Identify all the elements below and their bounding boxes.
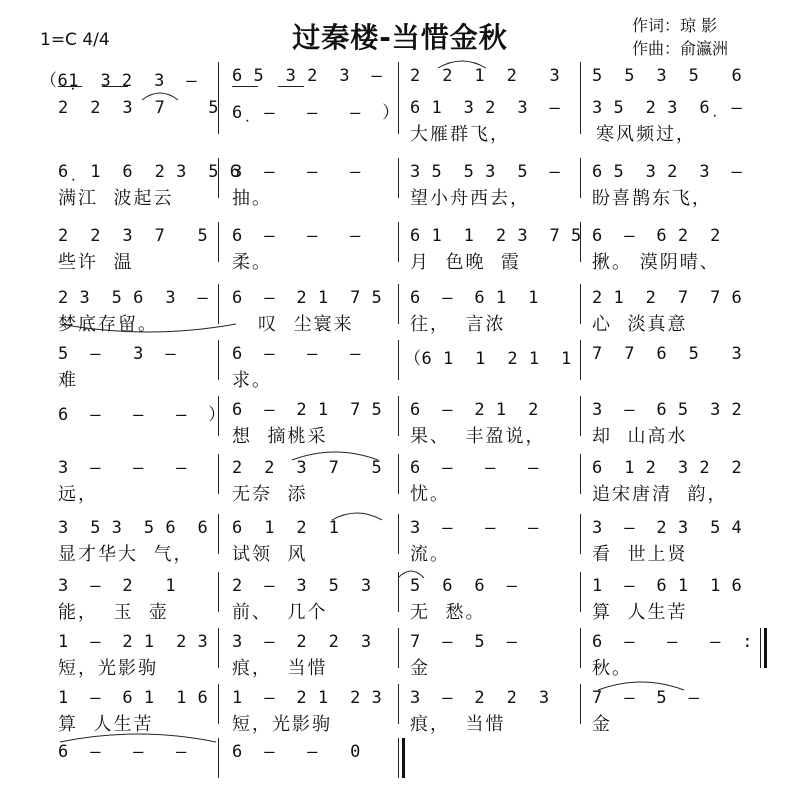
measure: 2 1 2 7 7 6 (592, 288, 743, 308)
lyric: 月 色晚 霞 (410, 252, 521, 273)
lyric: 揪。 漠阴晴、 (592, 252, 720, 273)
barline (218, 396, 219, 436)
score-line-5 (0, 284, 800, 335)
score-line-9 (0, 514, 800, 565)
lyric: 想 摘桃采 (232, 426, 328, 447)
key-signature: 1=C 4/4 (40, 30, 110, 50)
measure: 6 — — — (410, 458, 539, 478)
score-line-3 (0, 158, 800, 209)
barline (580, 396, 581, 436)
barline (218, 454, 219, 494)
slur (58, 322, 238, 338)
measure: 6 — — — : (592, 632, 754, 652)
measure: 6 — — 0 (232, 742, 361, 762)
lyric: 无 愁。 (410, 602, 486, 623)
lyric: 痕， 当惜 (410, 714, 506, 735)
measure: 6 — — — (232, 344, 361, 364)
barline (398, 284, 399, 324)
measure: 6 5 3 2 3 — (592, 162, 743, 182)
barline (218, 628, 219, 668)
score-line-10 (0, 572, 800, 623)
score-line-2 (0, 94, 800, 145)
measure: 7 7 6 5 3 (592, 344, 743, 364)
lyric: 试领 风 (232, 544, 308, 565)
measure: 6 — — — (232, 226, 361, 246)
score-line-13 (0, 738, 800, 786)
measure: （6 1 1 2 1 1 (404, 349, 572, 369)
measure: 6 1 2 3 2 2 (592, 458, 743, 478)
lyric: 大雁群飞， (410, 124, 510, 145)
barline (218, 284, 219, 324)
lyric: 满江 波起云 (58, 188, 174, 209)
score-line-8 (0, 454, 800, 505)
measure: 5 5 3 5 6 (592, 66, 743, 86)
lyric: 忧。 (410, 484, 450, 505)
measure: 6 — 6 1 1 (410, 288, 539, 308)
slur (140, 88, 180, 102)
credits (632, 14, 728, 60)
measure: 1 — 2 1 2 3 (232, 688, 383, 708)
score-line-4 (0, 222, 800, 273)
lyric: 望小舟西去， (410, 188, 530, 209)
measure: 3 5 2 3 6̣ — (592, 98, 743, 118)
lyric: 看 世上贤 (592, 544, 688, 565)
barline (580, 628, 581, 668)
lyric: 痕， 当惜 (232, 658, 328, 679)
barline (218, 340, 219, 380)
lyric: 叹 尘寰来 (258, 314, 354, 335)
lyric: 抽。 (232, 188, 272, 209)
measure: 6̣ — — — ） (232, 103, 400, 123)
lyric: 秋。 (592, 658, 632, 679)
beam (102, 86, 128, 87)
lyric: 难 (58, 370, 78, 391)
measure: 6 — 2 1 2 (410, 400, 539, 420)
measure: 7 — 5 — (592, 688, 700, 708)
measure: 6 1 2 1 (232, 518, 340, 538)
lyric: 心 淡真意 (592, 314, 688, 335)
lyric: 求。 (232, 370, 272, 391)
measure: 3 — — — (232, 162, 361, 182)
barline (580, 158, 581, 198)
barline (398, 222, 399, 262)
barline (398, 94, 399, 134)
lyric: 无奈 添 (232, 484, 308, 505)
measure: 6 — — — ） (58, 405, 226, 425)
barline (398, 158, 399, 198)
slur (436, 56, 488, 70)
lyric: 金 (410, 658, 430, 679)
lyricist: 作词：琼 影 (632, 16, 718, 35)
lyric: 远， (58, 484, 98, 505)
lyric: 梦底存留。 (58, 314, 158, 335)
measure: 2 2 3 7 5 (232, 458, 383, 478)
lyric: 些许 温 (58, 252, 134, 273)
slur (396, 566, 426, 580)
measure: 2 2 3 7 5 (58, 98, 220, 118)
lyric: 算 人生苦 (58, 714, 154, 735)
lyric: 流。 (410, 544, 450, 565)
measure: 6 — — — (58, 742, 187, 762)
barline (218, 684, 219, 724)
barline (398, 514, 399, 554)
measure: 1 — 6 1 1 6 (592, 576, 743, 596)
lyric: 寒风频过， (596, 124, 696, 145)
score-line-11 (0, 628, 800, 679)
score-line-12 (0, 684, 800, 735)
score-line-6 (0, 340, 800, 391)
measure: 6 — 2 1 7 5 (232, 288, 383, 308)
beam (58, 86, 82, 87)
measure: 6 — 2 1 7 5 (232, 400, 383, 420)
lyric: 追宋唐清 韵， (592, 484, 728, 505)
barline (398, 684, 399, 724)
barline (218, 222, 219, 262)
barline (580, 284, 581, 324)
barline (580, 94, 581, 134)
barline (580, 572, 581, 612)
beam (232, 86, 258, 87)
barline (580, 340, 581, 380)
barline (218, 94, 219, 134)
measure: 1 — 6 1 1 6 (58, 688, 209, 708)
barline (580, 454, 581, 494)
lyric: 柔。 (232, 252, 272, 273)
measure: （6̣1 3 2 3 — (40, 71, 198, 91)
measure: 3 5 5 3 5 — (410, 162, 561, 182)
measure: 2 — 3 5 3 (232, 576, 372, 596)
barline (398, 396, 399, 436)
composer: 作曲：俞瀛洲 (632, 39, 729, 58)
measure: 1 — 2 1 2 3 (58, 632, 209, 652)
lyric: 果、 丰盈说， (410, 426, 546, 447)
measure: 7 — 5 — (410, 632, 518, 652)
barline (580, 514, 581, 554)
beam (278, 86, 304, 87)
measure: 6 1 1 2 3 7 5 (410, 226, 582, 246)
lyric: 往， 言浓 (410, 314, 506, 335)
measure: 6 — 6 2 2 (592, 226, 721, 246)
barline (218, 738, 219, 778)
measure: 5 6 6 — (410, 576, 518, 596)
slur (330, 508, 384, 522)
barline (398, 628, 399, 668)
measure: 3 5 3 5 6 6 (58, 518, 209, 538)
measure: 6̣ 1 6 2 3 5 6 (58, 162, 241, 182)
measure: 2 2 3 7 5 (58, 226, 209, 246)
lyric: 前、 几个 (232, 602, 328, 623)
lyric: 却 山高水 (592, 426, 688, 447)
barline (218, 514, 219, 554)
lyric: 短，光影驹 (58, 658, 158, 679)
lyric: 算 人生苦 (592, 602, 688, 623)
measure: 6 5 3 2 3 — (232, 66, 383, 86)
final-barline (398, 738, 404, 778)
lyric: 短，光影驹 (232, 714, 332, 735)
measure: 6 1 3 2 3 — (410, 98, 561, 118)
song-title: 过秦楼-当惜金秋 (292, 21, 508, 54)
score-line-7 (0, 396, 800, 447)
measure: 3 — 2 1 (58, 576, 177, 596)
barline (398, 340, 399, 380)
lyric: 能， 玉 壶 (58, 602, 169, 623)
lyric: 盼喜鹊东飞， (592, 188, 712, 209)
barline (218, 572, 219, 612)
slur (290, 448, 380, 462)
measure: 3 — 2 2 3 (410, 688, 550, 708)
measure: 3 — — — (410, 518, 539, 538)
measure: 2 3 5 6 3 — (58, 288, 209, 308)
barline (398, 454, 399, 494)
measure: 5 — 3 — (58, 344, 177, 364)
measure: 3 — 2 2 3 (232, 632, 372, 652)
measure: 2 2 1 2 3 (410, 66, 561, 86)
measure: 3 — 2 3 5 4 (592, 518, 743, 538)
slur (596, 678, 686, 692)
barline (580, 684, 581, 724)
slur (58, 730, 218, 744)
measure: 3 — — — (58, 458, 187, 478)
repeat-barline (760, 628, 766, 668)
barline (218, 158, 219, 198)
measure: 3 — 6 5 3 2 (592, 400, 743, 420)
barline (580, 222, 581, 262)
lyric: 显才华大 气， (58, 544, 194, 565)
lyric: 金 (592, 714, 612, 735)
